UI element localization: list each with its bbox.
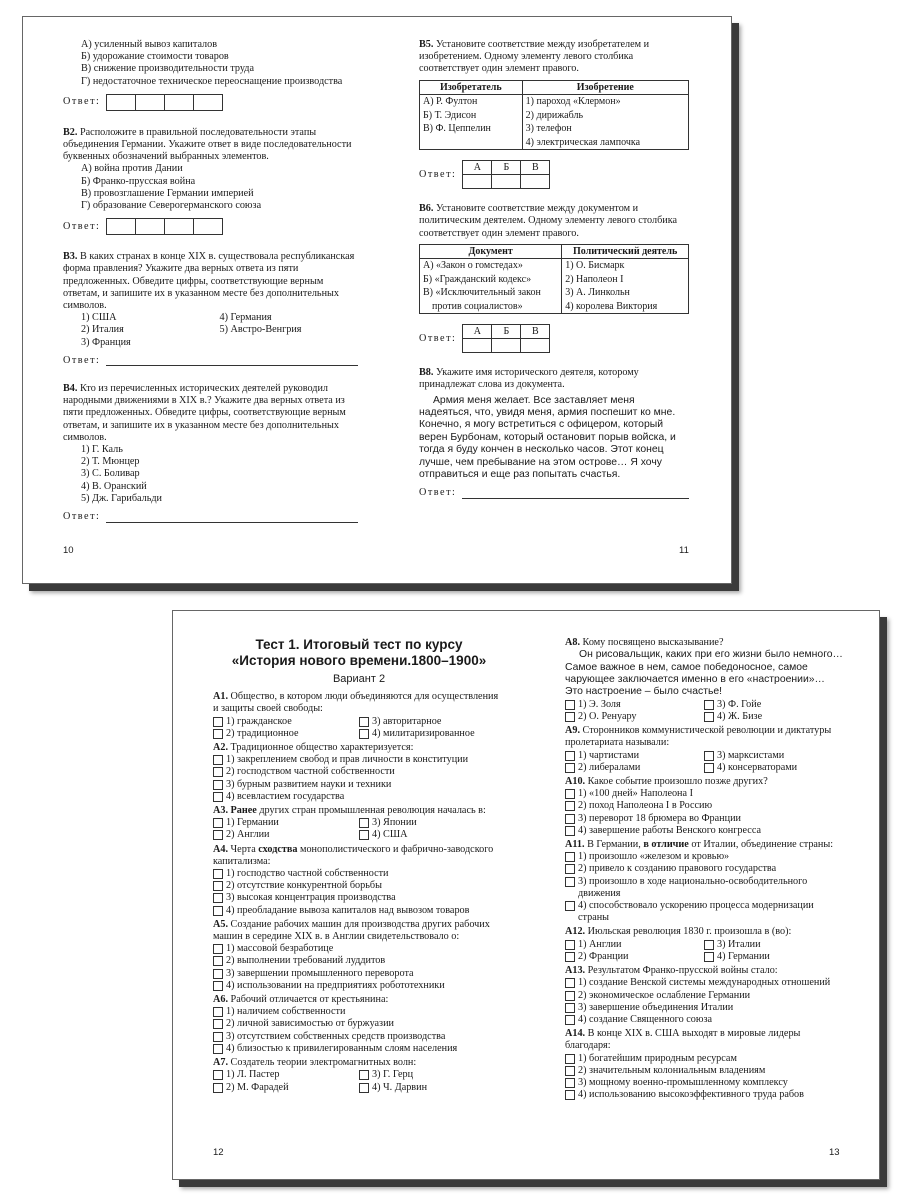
b3-option: 5) Австро-Венгрия (219, 324, 302, 336)
answer-label: Ответ: (63, 354, 101, 366)
checkbox[interactable] (213, 869, 223, 879)
option-label: 2) традиционное (226, 727, 299, 739)
option-label: 3) авторитарное (372, 715, 442, 727)
answer-line[interactable] (106, 355, 358, 366)
checkbox[interactable] (213, 944, 223, 954)
a9-question (565, 725, 843, 749)
b1-option-b: Б) удорожание стоимости товаров (81, 51, 229, 63)
b6-right-cell: 4) королева Виктория (562, 300, 689, 314)
checkbox[interactable] (565, 952, 575, 962)
a13-number: А13. (565, 965, 586, 977)
page-number-11: 11 (679, 545, 689, 556)
option-label: 4) США (372, 829, 408, 841)
checkbox[interactable] (359, 1070, 369, 1080)
a14-question (565, 1028, 843, 1052)
checkbox[interactable] (213, 881, 223, 891)
a2-question (213, 742, 505, 754)
option-label: 2) значительным колониальным владениям (578, 1064, 766, 1076)
checkbox[interactable] (565, 826, 575, 836)
checkbox[interactable] (213, 981, 223, 991)
b6-answer (419, 324, 689, 353)
checkbox[interactable] (213, 729, 223, 739)
answer-cells[interactable] (106, 94, 223, 111)
option-label: 1) Э. Золя (578, 698, 621, 710)
checkbox[interactable] (565, 940, 575, 950)
b6-match-table (419, 244, 689, 315)
a4-text: монополистического и фабрично-заводского капитализма: (213, 843, 494, 867)
b8-quote: Армия меня желает. Все заставляет меня надеяться, что, увидя меня, армия поспешит ко мне. Конечно, я могу встретиться с офицером, который верен Бурбонам, который остановит порыв войска, и тогда я буду кончен в несколько часов. Этот конец лучше, чем пребывание на этом острове… Я хочу отправиться и еще раз попытать счастья. (419, 394, 676, 481)
a4-number: А4. (213, 843, 228, 855)
checkbox[interactable] (704, 952, 714, 962)
b2-text: Расположите в правильной последовательности этапы объединения Германии. Укажите ответ в виде последовательности буквенных обозначений выбранных элементов. (63, 126, 352, 163)
b5-left-cell: А) Р. Фултон (420, 95, 523, 109)
a12-number: А12. (565, 926, 586, 938)
b4-question (63, 383, 358, 444)
b1-option-a: А) усиленный вывоз капиталов (81, 39, 218, 50)
grid-header: В (521, 161, 550, 175)
answer-label: Ответ: (63, 220, 101, 232)
option-label: 4) использовании на предприятиях робототехники (226, 979, 445, 991)
a11-bold-words: в отличие (643, 839, 689, 851)
a7-number: А7. (213, 1057, 228, 1069)
checkbox[interactable] (565, 712, 575, 722)
checkbox[interactable] (565, 864, 575, 874)
option-label: 1) богатейшим природным ресурсам (578, 1052, 737, 1064)
b5-question (419, 39, 689, 76)
b5-answer (419, 160, 689, 189)
b6-left-cell: А) «Закон о гомстедах» (420, 259, 562, 273)
answer-label: Ответ: (63, 511, 101, 523)
option-label: 2) привело к созданию правового государства (578, 863, 777, 875)
a7-question (213, 1057, 505, 1069)
a6-question (213, 994, 505, 1006)
a3-text: других стран промышленная революция началась в: (259, 805, 486, 817)
b8-number: В8. (419, 367, 434, 379)
checkbox[interactable] (359, 818, 369, 828)
a3-options (213, 817, 505, 841)
checkbox[interactable] (213, 818, 223, 828)
option-label: 2) М. Фарадей (226, 1081, 289, 1093)
option-label: 1) наличием собственности (226, 1006, 346, 1018)
b6-left-cell: против социалистов» (420, 300, 562, 314)
checkbox[interactable] (213, 1007, 223, 1017)
a4-question (213, 844, 505, 868)
grid-cell[interactable] (492, 175, 521, 189)
checkbox[interactable] (213, 830, 223, 840)
b4-option: 4) В. Оранский (81, 480, 147, 492)
option-label: 4) милитаризированное (372, 727, 475, 739)
b6-left-cell: Б) «Гражданский кодекс» (420, 273, 562, 287)
option-label: 3) отсутствием собственных средств производства (226, 1030, 446, 1042)
a8-options (565, 699, 843, 723)
a10-text: Какое событие произошло позже других? (587, 776, 768, 788)
option-label: 4) консерваторами (717, 761, 798, 773)
option-label: 4) способствовало ускорению процесса модернизации страны (578, 900, 814, 924)
test-title-line-1: Тест 1. Итоговый тест по курсу (255, 637, 463, 652)
option-label: 1) гражданское (226, 715, 292, 727)
page-13 (565, 637, 843, 1101)
option-label: 2) господством частной собственности (226, 766, 395, 778)
option-label: 1) закреплением свобод и прав личности в конституции (226, 754, 469, 766)
a4-text-start: Черта (230, 843, 256, 855)
b4-number: В4. (63, 383, 78, 395)
option-label: 3) марксистами (717, 749, 785, 761)
b5-left-cell: Б) Т. Эдисон (420, 109, 523, 123)
b1-option-d: Г) недостаточное техническое переоснащение производства (81, 75, 343, 87)
option-label: 3) завершении промышленного переворота (226, 967, 414, 979)
checkbox[interactable] (213, 956, 223, 966)
a12-question (565, 926, 843, 938)
checkbox[interactable] (213, 1044, 223, 1054)
checkbox[interactable] (359, 830, 369, 840)
b4-answer (63, 511, 358, 523)
checkbox[interactable] (565, 763, 575, 773)
option-label: 1) Германии (226, 817, 279, 829)
a11-question (565, 839, 843, 851)
grid-header: В (521, 325, 550, 339)
option-label: 1) Л. Пастер (226, 1069, 280, 1081)
b3-option: 2) Италия (81, 324, 124, 336)
b5-col-header: Изобретение (522, 80, 688, 95)
b4-text: Кто из перечисленных исторических деятелей руководил народными движениями в XIX в.? Укажите два верных ответа из пяти предложенных. Обведите цифры, соответствующие верным ответам, и запишите их в указанном месте без дополнительных символов. (63, 383, 346, 443)
option-label: 1) «100 дней» Наполеона I (578, 788, 693, 800)
checkbox[interactable] (565, 751, 575, 761)
checkbox[interactable] (565, 1078, 575, 1088)
option-label: 4) создание Священного союза (578, 1013, 713, 1025)
option-label: 3) бурным развитием науки и техники (226, 778, 392, 790)
option-label: 4) Ж. Бизе (717, 711, 763, 723)
checkbox[interactable] (565, 1015, 575, 1025)
b4-option: 1) Г. Каль (81, 444, 123, 456)
a13-text: Результатом Франко-прусской войны стало: (587, 965, 778, 977)
b8-answer (419, 487, 689, 499)
a11-text: от Италии, объединение страны: (691, 839, 834, 851)
page-11 (419, 39, 689, 504)
b3-number: В3. (63, 251, 78, 263)
option-label: 2) выполнении требований луддитов (226, 955, 386, 967)
checkbox[interactable] (359, 1083, 369, 1093)
a8-text: Кому посвящено высказывание? (582, 637, 724, 648)
option-label: 2) либералами (578, 761, 641, 773)
a7-text: Создатель теории электромагнитных волн: (230, 1057, 417, 1069)
option-label: 1) чартистами (578, 749, 640, 761)
a3-number: А3. (213, 805, 228, 817)
grid-cell[interactable] (463, 175, 492, 189)
b5-right-cell: 1) пароход «Клермон» (522, 95, 688, 109)
checkbox[interactable] (213, 1032, 223, 1042)
answer-label: Ответ: (419, 487, 457, 499)
b5-text: Установите соответствие между изобретателем и изобретением. Одному элементу левого столбика соответствует один элемент правого. (419, 39, 650, 75)
checkbox[interactable] (359, 717, 369, 727)
b2-question (63, 127, 358, 164)
checkbox[interactable] (704, 940, 714, 950)
a14-text: В конце XIX в. США выходят в мировые лидеры благодаря: (565, 1028, 801, 1052)
b5-right-cell: 3) телефон (522, 122, 688, 136)
page-number-10: 10 (63, 545, 74, 556)
option-label: 2) Англии (226, 829, 270, 841)
b4-option: 5) Дж. Гарибальди (81, 492, 162, 504)
option-label: 1) произошло «железом и кровью» (578, 851, 730, 863)
checkbox[interactable] (565, 901, 575, 911)
b4-option: 3) С. Боливар (81, 468, 140, 480)
a1-options (213, 716, 505, 740)
option-label: 1) создание Венской системы международных отношений (578, 977, 831, 989)
b2-option: Б) Франко-прусская война (81, 175, 196, 187)
a2-number: А2. (213, 742, 228, 754)
a10-question (565, 776, 843, 788)
option-label: 4) преобладание вывоза капиталов над вывозом товаров (226, 904, 470, 916)
a5-number: А5. (213, 918, 228, 930)
b5-right-cell: 4) электрическая лампочка (522, 136, 688, 150)
checkbox[interactable] (565, 814, 575, 824)
option-label: 3) мощному военно-промышленному комплексу (578, 1076, 788, 1088)
option-label: 2) экономическое ослабление Германии (578, 989, 751, 1001)
grid-header: А (463, 161, 492, 175)
option-label: 3) Италии (717, 938, 761, 950)
b2-option: Г) образование Северогерманского союза (81, 200, 262, 212)
option-label: 4) завершение работы Венского конгресса (578, 824, 761, 836)
checkbox[interactable] (213, 767, 223, 777)
a3-bold-word: Ранее (230, 805, 257, 817)
option-label: 2) поход Наполеона I в Россию (578, 800, 713, 812)
a3-question (213, 805, 505, 817)
a12-text: Июльская революция 1830 г. произошла в (во): (587, 926, 792, 938)
answer-line[interactable] (106, 512, 358, 523)
checkbox[interactable] (213, 792, 223, 802)
b3-option: 1) США (81, 312, 117, 324)
a6-text: Рабочий отличается от крестьянина: (230, 994, 389, 1006)
a1-number: А1. (213, 691, 228, 703)
b2-answer (63, 218, 358, 235)
answer-line[interactable] (462, 488, 689, 499)
grid-header: А (463, 325, 492, 339)
checkbox[interactable] (213, 1070, 223, 1080)
b3-option: 3) Франция (81, 336, 131, 348)
b5-match-table (419, 80, 689, 151)
top-spread (22, 16, 732, 584)
checkbox[interactable] (213, 1019, 223, 1029)
checkbox[interactable] (565, 991, 575, 1001)
answer-cells[interactable] (106, 218, 223, 235)
checkbox[interactable] (565, 700, 575, 710)
option-label: 1) Англии (578, 938, 622, 950)
grid-cell[interactable] (521, 339, 550, 353)
b3-question (63, 251, 358, 312)
checkbox[interactable] (704, 763, 714, 773)
b4-option: 2) Т. Мюнцер (81, 456, 140, 468)
b6-number: В6. (419, 203, 434, 215)
checkbox[interactable] (565, 789, 575, 799)
grid-header: Б (492, 325, 521, 339)
checkbox[interactable] (704, 700, 714, 710)
a9-number: А9. (565, 725, 580, 737)
option-label: 4) Германии (717, 950, 770, 962)
grid-header: Б (492, 161, 521, 175)
a1-question (213, 691, 505, 715)
checkbox[interactable] (565, 978, 575, 988)
option-label: 4) всевластием государства (226, 790, 345, 802)
checkbox[interactable] (565, 877, 575, 887)
checkbox[interactable] (213, 893, 223, 903)
option-label: 4) близостью к привилегированным слоям населения (226, 1042, 458, 1054)
checkbox[interactable] (359, 729, 369, 739)
a2-text: Традиционное общество характеризуется: (230, 742, 414, 754)
b6-left-cell: В) «Исключительный закон (420, 286, 562, 300)
answer-label: Ответ: (419, 168, 457, 180)
a4-bold-word: сходства (258, 843, 298, 855)
b2-option: А) война против Дании (81, 163, 183, 175)
b3-answer (63, 355, 358, 367)
checkbox[interactable] (565, 1090, 575, 1100)
checkbox[interactable] (213, 780, 223, 790)
a14-number: А14. (565, 1028, 586, 1040)
page-12 (213, 637, 505, 1094)
b6-col-header: Документ (420, 244, 562, 259)
b6-text: Установите соответствие между документом и политическим деятелем. Одному элементу левого столбика соответствует один элемент правого. (419, 203, 678, 239)
b5-number: В5. (419, 39, 434, 50)
checkbox[interactable] (213, 717, 223, 727)
a1-text: Общество, в котором люди объединяются для осуществления и защиты своей свободы: (213, 691, 499, 715)
page-number-13: 13 (829, 1147, 840, 1158)
variant-label: Вариант 2 (332, 673, 386, 685)
bottom-spread (172, 610, 880, 1180)
b1-option-c: В) снижение производительности труда (81, 63, 255, 75)
a11-number: А11. (565, 839, 585, 851)
b6-right-cell: 3) А. Линкольн (562, 286, 689, 300)
a5-text: Создание рабочих машин для производства других рабочих машин в середине XIX в. в Англии свидетельствовало о: (213, 918, 490, 943)
option-label: 2) Франции (578, 950, 629, 962)
checkbox[interactable] (704, 712, 714, 722)
option-label: 2) О. Ренуару (578, 711, 637, 723)
a8-quote: Он рисовальщик, каких при его жизни было немного… Самое важное в нем, самое победоносное, самое чарующее заключается именно в его «настроении»… Это настроение – было счастье! (565, 649, 843, 698)
b5-right-cell: 2) дирижабль (522, 109, 688, 123)
a8-question (565, 637, 843, 649)
a6-number: А6. (213, 994, 228, 1006)
a8-number: А8. (565, 637, 580, 648)
a9-options (565, 750, 843, 774)
checkbox[interactable] (565, 1003, 575, 1013)
answer-label: Ответ: (63, 96, 101, 108)
checkbox[interactable] (213, 755, 223, 765)
checkbox[interactable] (565, 1054, 575, 1064)
b8-question (419, 367, 689, 391)
a12-options (565, 939, 843, 963)
option-label: 3) переворот 18 брюмера во Франции (578, 812, 741, 824)
answer-grid[interactable] (462, 160, 550, 189)
checkbox[interactable] (565, 852, 575, 862)
b3-option: 4) Германия (219, 312, 272, 324)
b6-right-cell: 1) О. Бисмарк (562, 259, 689, 273)
b3-text: В каких странах в конце XIX в. существовала республиканская форма правления? Укажите два верных ответа из пяти предложенных. Обведите цифры, соответствующие верным ответам, и запишите их в указанном месте без дополнительных символов. (63, 251, 355, 312)
option-label: 3) Японии (372, 817, 417, 829)
checkbox[interactable] (704, 751, 714, 761)
option-label: 1) господство частной собственности (226, 868, 389, 880)
answer-label: Ответ: (419, 332, 457, 344)
page-number-12: 12 (213, 1147, 224, 1158)
b2-number: В2. (63, 126, 78, 138)
option-label: 1) массовой безработице (226, 943, 334, 955)
a11-text-start: В Германии, (587, 839, 641, 851)
b6-col-header: Политический деятель (562, 244, 689, 259)
option-label: 4) использованию высокоэффективного труда рабов (578, 1089, 804, 1101)
option-label: 3) Ф. Гойе (717, 698, 762, 710)
a9-text: Сторонников коммунистической революции и диктатуры пролетариата называли: (565, 725, 832, 749)
checkbox[interactable] (213, 906, 223, 916)
b3-options (63, 312, 358, 349)
b1-answer (63, 94, 358, 111)
a7-options (213, 1069, 505, 1093)
a10-number: А10. (565, 776, 586, 788)
b6-question (419, 203, 689, 240)
b2-option: В) провозглашение Германии империей (81, 187, 254, 199)
checkbox[interactable] (565, 801, 575, 811)
option-label: 4) Ч. Дарвин (372, 1081, 428, 1093)
b6-right-cell: 2) Наполеон I (562, 273, 689, 287)
option-label: 3) Г. Герц (372, 1069, 414, 1081)
checkbox[interactable] (213, 969, 223, 979)
page-10 (63, 39, 358, 527)
b5-left-cell: В) Ф. Цеппелин (420, 122, 523, 136)
option-label: 2) отсутствие конкурентной борьбы (226, 880, 382, 892)
answer-grid[interactable] (462, 324, 550, 353)
b5-col-header: Изобретатель (420, 80, 523, 95)
test-title-line-2: «История нового времени.1800–1900» (231, 653, 487, 668)
grid-cell[interactable] (521, 175, 550, 189)
option-label: 3) высокая концентрация производства (226, 892, 396, 904)
b5-left-cell (420, 136, 523, 150)
checkbox[interactable] (213, 1083, 223, 1093)
option-label: 3) завершение объединения Италии (578, 1001, 734, 1013)
checkbox[interactable] (565, 1066, 575, 1076)
grid-cell[interactable] (463, 339, 492, 353)
a13-question (565, 965, 843, 977)
b8-text: Укажите имя исторического деятеля, которому принадлежат слова из документа. (419, 367, 639, 391)
a5-question (213, 919, 505, 943)
option-label: 2) личной зависимостью от буржуазии (226, 1018, 394, 1030)
grid-cell[interactable] (492, 339, 521, 353)
option-label: 3) произошло в ходе национально-освободительного движения (578, 875, 808, 899)
